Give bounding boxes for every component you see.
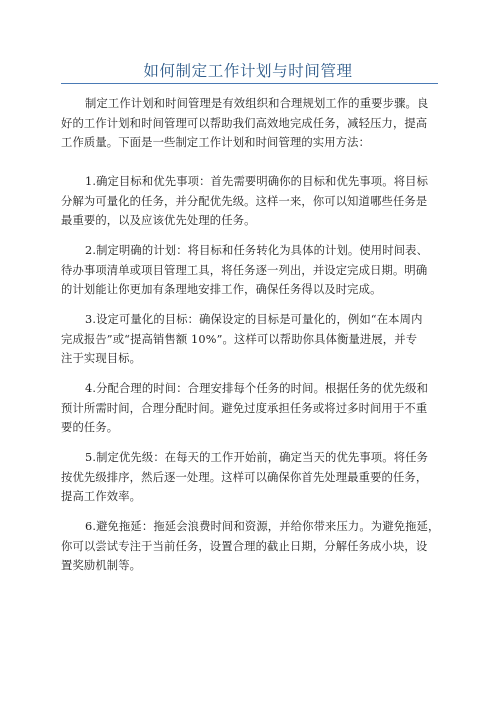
paragraph-line: 完成报告”或“提高销售额 10%”。这样可以帮助你具体衡量进展，并专 — [61, 332, 418, 346]
paragraph-line: 好的工作计划和时间管理可以帮助我们高效地完成任务，减轻压力，提高 — [61, 116, 428, 130]
paragraph-line: 2.制定明确的计划：将目标和任务转化为具体的计划。使用时间表、 — [85, 244, 429, 257]
paragraph-line: 按优先级排序，然后逐一处理。这样可以确保你首先处理最重要的任务， — [61, 470, 428, 484]
list-item-4 — [61, 379, 445, 438]
paragraph-line: 工作质量。下面是一些制定工作计划和时间管理的实用方法： — [61, 136, 371, 150]
paragraph-line: 5.制定优先级：在每天的工作开始前，确定当天的优先事项。将任务 — [85, 451, 429, 464]
paragraph-line: 的计划能让你更加有条理地安排工作，确保任务得以及时完成。 — [61, 283, 382, 297]
paragraph-line: 分解为可量化的任务，并分配优先级。这样一来，你可以知道哪些任务是 — [61, 194, 428, 208]
paragraph-line: 待办事项清单或项目管理工具，将任务逐一列出，并设定完成日期。明确 — [61, 263, 428, 277]
paragraph-line: 3.设定可量化的目标：确保设定的目标是可量化的，例如“在本周内 — [85, 313, 423, 326]
list-item-3 — [61, 310, 445, 369]
document-title: 如何制定工作计划与时间管理 — [143, 62, 353, 80]
paragraph-line: 要的任务。 — [61, 421, 119, 435]
paragraph-line: 1.确定目标和优先事项：首先需要明确你的目标和优先事项。将目标 — [85, 175, 429, 188]
paragraph-line: 4.分配合理的时间：合理安排每个任务的时间。根据任务的优先级和 — [85, 382, 429, 395]
list-item-5 — [61, 448, 445, 507]
paragraph-line: 制定工作计划和时间管理是有效组织和合理规划工作的重要步骤。良 — [85, 97, 429, 110]
paragraph-line: 注于实现目标。 — [61, 352, 142, 366]
list-item-2 — [61, 241, 445, 300]
paragraph-line: 预计所需时间，合理分配时间。避免过度承担任务或将过多时间用于不重 — [61, 401, 428, 415]
paragraph-line: 提高工作效率。 — [61, 490, 142, 504]
title-underline — [61, 83, 438, 84]
paragraph-line: 你可以尝试专注于当前任务，设置合理的截止日期，分解任务成小块，设 — [61, 539, 428, 553]
paragraph-line: 最重要的，以及应该优先处理的任务。 — [61, 214, 256, 228]
paragraph-line: 6.避免拖延：拖延会浪费时间和资源，并给你带来压力。为避免拖延， — [85, 520, 440, 533]
list-item-6 — [61, 517, 445, 576]
list-item-1 — [61, 172, 445, 231]
paragraph-line: 置奖励机制等。 — [61, 559, 142, 573]
intro-paragraph — [61, 94, 445, 153]
